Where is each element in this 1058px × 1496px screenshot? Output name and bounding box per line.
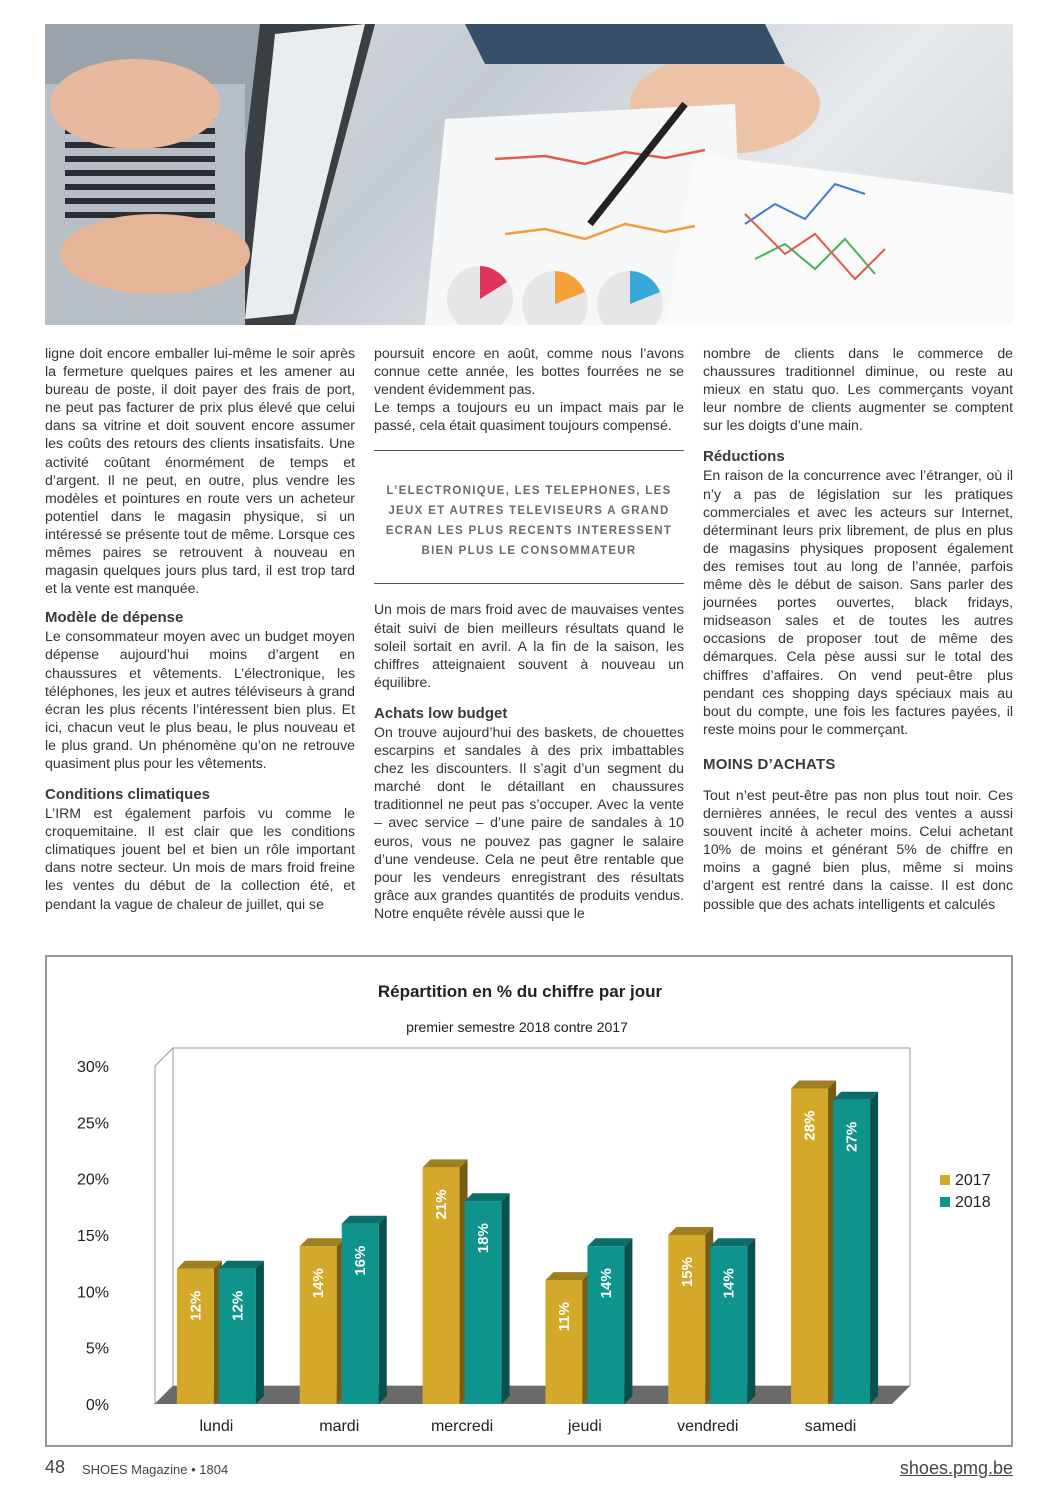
section-heading-modele-depense: Modèle de dépense: [45, 609, 184, 627]
paragraph: On trouve aujourd’hui des baskets, de chouettes escarpins et sandales à des prix imbattables chez les discounters. Il s’agit d’un segment du marché dont le détaillant en chaussures traditionnel ne peut pas s’occuper. Avec la vente – avec service – d’une paire de sandales à 10 euros, vous ne pouvez pas gagner le salaire d’une vendeuse. Cela ne peut être rentable que pour les vendeurs enregistrant des résultats grâce aux grandes quantités de produits vendus. Notre enquête révèle aussi que le: [374, 723, 684, 921]
chart-title: Répartition en % du chiffre par jour: [377, 982, 663, 1001]
bar-side: [870, 1092, 878, 1404]
data-label: 12%: [229, 1290, 247, 1321]
paragraph: L’IRM est également parfois vu comme le croquemitaine. Il est clair que les conditions climatiques jouent bel et bien un rôle important dans notre secteur. Un mois de mars froid freine les ventes du début de la collection été, et pendant la vague de chaleur de juillet, qui se: [45, 805, 355, 912]
paragraph: poursuit encore en août, comme nous l’avons connue cette année, les bottes fourrées ne se vendent évidemment pas.: [374, 345, 684, 398]
chart-left-wall: [155, 1048, 173, 1404]
y-tick-label: 10%: [76, 1284, 109, 1302]
paragraph: nombre de clients dans le commerce de chaussures traditionnel diminue, ou reste au mieux en statu quo. Les commerçants voyant leur nombre de clients augmenter se comptent sur les doigts d’une main.: [703, 345, 1013, 434]
text-column-1: [45, 344, 355, 924]
x-tick-label: jeudi: [568, 1418, 602, 1435]
bar-2017-lundi: [177, 1269, 214, 1404]
legend-label-2017: 2017: [955, 1172, 991, 1189]
y-tick-label: 15%: [76, 1228, 109, 1245]
text-column-2: [374, 344, 684, 924]
section-heading-conditions-climatiques: Conditions climatiques: [45, 786, 211, 804]
data-label: 28%: [801, 1110, 819, 1141]
legend-swatch-2018: [940, 1197, 950, 1207]
x-tick-label: mercredi: [430, 1418, 494, 1435]
section-heading-moins-achats: MOINS D’ACHATS: [703, 755, 836, 773]
y-tick-label: 30%: [76, 1059, 109, 1076]
bar-chart: [47, 957, 1011, 1445]
header-photo: [45, 24, 1013, 325]
header-photo-illustration: [45, 24, 1013, 325]
legend-label-2018: 2018: [955, 1194, 991, 1211]
section-heading-reductions: Réductions: [703, 448, 785, 466]
data-label: 16%: [352, 1245, 370, 1276]
magazine-issue: SHOES Magazine • 1804: [82, 1462, 229, 1477]
page-number: 48: [45, 1457, 66, 1477]
data-label: 15%: [678, 1257, 696, 1288]
chart-container: [45, 955, 1013, 1447]
data-label: 14%: [597, 1268, 615, 1299]
y-tick-label: 0%: [85, 1397, 109, 1414]
bar-2017-jeudi: [545, 1280, 582, 1404]
data-label: 18%: [475, 1223, 493, 1254]
y-tick-label: 20%: [76, 1171, 109, 1189]
bar-side: [624, 1238, 632, 1404]
legend-swatch-2017: [940, 1175, 950, 1185]
text-column-3: [703, 344, 1013, 924]
data-label: 27%: [843, 1121, 861, 1152]
x-tick-label: mardi: [319, 1418, 360, 1435]
bar-2018-lundi: [219, 1269, 256, 1404]
y-tick-label: 25%: [76, 1115, 109, 1133]
paragraph: En raison de la concurrence avec l’étranger, où il n’y a pas de législation sur les pratiques commerciales et avec les acteurs sur Internet, déterminant leurs prix librement, de plus en plus de magasins physiques proposent également des remises tout au long de l’année, parfois même dès le début de saison. Sans parler des journées portes ouvertes, black fridays, midseason sales et de toutes les autres occasions de proposer tout de même des démarques. Cela pèse aussi sur le total des chiffres d’affaires. On vend peut-être plus pendant ces shopping days spéciaux mais au bout du compte, une fois les factures payées, il reste moins pour le commerçant.: [703, 467, 1013, 737]
data-label: 14%: [720, 1268, 738, 1299]
bar-side: [502, 1193, 510, 1404]
data-label: 14%: [310, 1268, 328, 1299]
data-label: 21%: [433, 1189, 451, 1220]
paragraph: Le temps a toujours eu un impact mais par le passé, cela était quasiment toujours compensé.: [374, 399, 684, 434]
y-tick-label: 5%: [85, 1340, 109, 1358]
paragraph: ligne doit encore emballer lui-même le soir après la fermeture quelques paires et les amener au bureau de poste, il doit payer des frais de port, ne peut pas facturer de prix plus élevé que celui dans sa vitrine et doit souvent encore assumer les coûts des retours des clients insatisfaits. Une activité coûtant énormément de temps et d’argent. Il ne peut, en outre, plus vendre les modèles et pointures en route vers un acheteur potentiel dans le magasin physique, si un intéressé se présente tout de même. Lorsque ces mêmes paires se retrouvent à nouveau en magasin quelques jours plus tard, il est trop tard et la vente est manquée.: [45, 345, 355, 597]
bar-side: [379, 1216, 387, 1404]
website-link[interactable]: shoes.pmg.be: [899, 1458, 1013, 1478]
bar-side: [256, 1261, 264, 1404]
bar-side: [747, 1238, 755, 1404]
data-label: 12%: [187, 1290, 205, 1321]
pull-quote: L’ELECTRONIQUE, LES TELEPHONES, LES JEUX ET AUTRES TELEVISEURS A GRAND ECRAN LES PLUS RECENTS INTERESSENT BIEN PLUS LE CONSOMMATEUR: [374, 450, 684, 584]
section-heading-achats-low-budget: Achats low budget: [374, 704, 508, 722]
paragraph: Un mois de mars froid avec de mauvaises ventes était suivi de bien meilleurs résultats quand le soleil sortait en avril. A la fin de la saison, les chiffres atteignaient souvent à nouveau un équilibre.: [374, 601, 684, 690]
x-tick-label: samedi: [804, 1418, 857, 1435]
chart-subtitle: premier semestre 2018 contre 2017: [406, 1019, 628, 1035]
paragraph: Tout n’est peut-être pas non plus tout noir. Ces dernières années, le recul des ventes a aussi souvent incité à acheter moins. Celui achetant 10% de moins et générant 5% de chiffre en moins a gagné bien plus, même si moins d’argent est rentré dans la caisse. Il est donc possible que des achats intelligents et calculés: [703, 786, 1013, 912]
x-tick-label: lundi: [199, 1418, 234, 1435]
data-label: 11%: [555, 1302, 573, 1332]
paragraph: Le consommateur moyen avec un budget moyen dépense aujourd’hui moins d’argent en chaussures et vêtements. L’électronique, les téléphones, les jeux et autres téléviseurs à grand écran les plus récents l’intéressent bien plus. Et ici, chacun veut le plus beau, le plus nouveau et le plus grand. Un phénomène qu’on ne retrouve quasiment plus pour les vêtements.: [45, 628, 355, 771]
x-tick-label: vendredi: [677, 1418, 739, 1435]
